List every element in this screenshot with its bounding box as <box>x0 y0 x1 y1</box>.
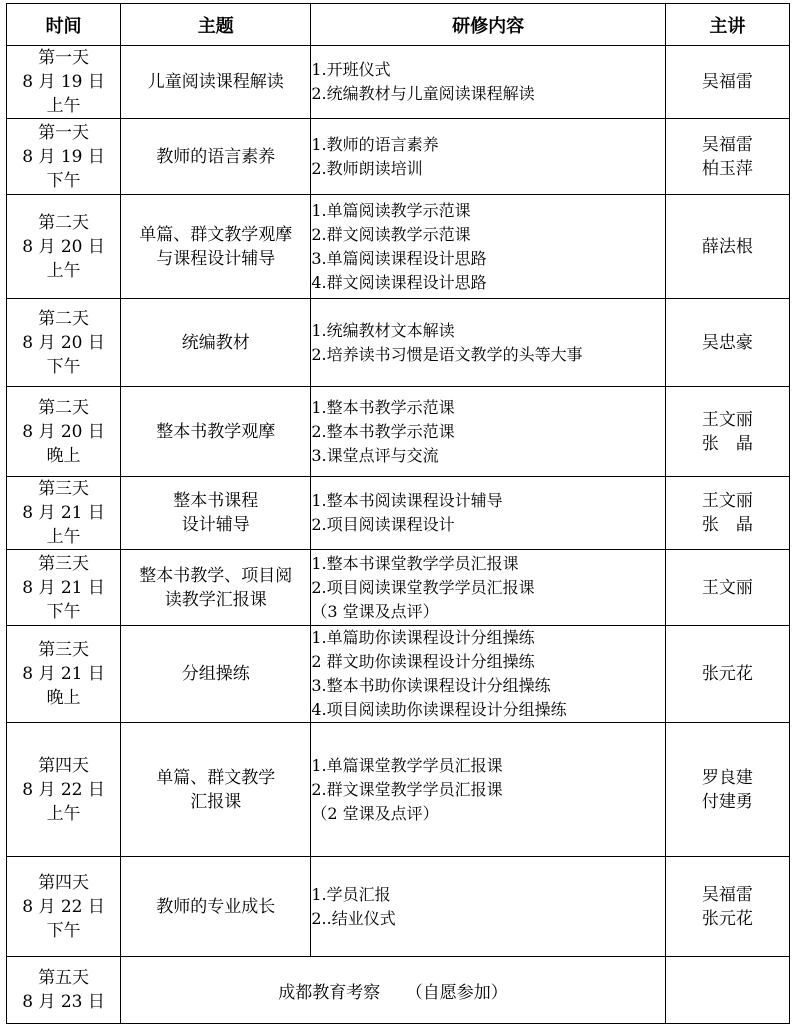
time-cell-line: 下午 <box>46 920 81 941</box>
header-time: 时间 <box>7 4 121 46</box>
topic-cell-line: 整本书教学观摩 <box>156 421 276 442</box>
schedule-table <box>6 3 790 1024</box>
content-cell-line: 1.教师的语言素养 <box>311 134 439 154</box>
topic-cell-line: 整本书教学、项目阅 <box>139 565 293 586</box>
topic-cell-line: 读教学汇报课 <box>164 589 267 610</box>
content-cell-line: 1.学员汇报 <box>311 884 391 904</box>
time-cell <box>7 550 121 626</box>
time-cell-line: 下午 <box>46 170 81 191</box>
speaker-cell <box>665 477 789 550</box>
speaker-cell-line: 王文丽 <box>701 577 753 598</box>
speaker-cell <box>665 299 789 387</box>
speaker-cell <box>665 723 789 857</box>
content-cell-line: 2..结业仪式 <box>311 908 396 928</box>
time-cell-line: 上午 <box>46 260 81 281</box>
content-cell <box>311 299 665 387</box>
content-cell-line: 1.整本书课堂教学学员汇报课 <box>311 553 519 573</box>
time-cell-line: 上午 <box>46 527 81 547</box>
time-cell <box>7 119 121 195</box>
time-cell-line: 8 月 19 日 <box>22 146 105 167</box>
table-row <box>7 46 790 119</box>
speaker-cell-line: 薛法根 <box>701 236 753 257</box>
header-topic: 主题 <box>121 4 311 46</box>
topic-cell <box>121 723 311 857</box>
speaker-cell-line: 张 晶 <box>701 433 753 454</box>
table-row <box>7 550 790 626</box>
speaker-cell-line: 吴忠豪 <box>701 332 753 353</box>
time-cell-line: 8 月 21 日 <box>22 664 105 684</box>
content-cell <box>311 723 665 857</box>
content-cell-line: 2.整本书教学示范课 <box>311 421 455 441</box>
content-cell-line: 1.开班仪式 <box>311 60 391 79</box>
topic-cell <box>121 857 311 957</box>
content-cell <box>311 626 665 723</box>
time-cell-line: 8 月 19 日 <box>22 72 105 92</box>
content-cell-line: 1.单篇课堂教学学员汇报课 <box>311 755 503 775</box>
time-cell-line: 第三天 <box>38 640 90 660</box>
content-cell <box>311 119 665 195</box>
time-cell <box>7 957 121 1024</box>
table-row <box>7 723 790 857</box>
topic-cell <box>121 477 311 550</box>
speaker-cell-line: 吴福雷 <box>701 884 753 905</box>
header-row <box>7 4 790 46</box>
time-cell-line: 第四天 <box>38 872 90 893</box>
content-cell <box>311 46 665 119</box>
content-cell-line: 2.项目阅读课堂教学学员汇报课 <box>311 577 535 597</box>
content-cell-line: 1.单篇阅读教学示范课 <box>311 200 471 220</box>
topic-cell-line: 分组操练 <box>181 664 250 684</box>
time-cell-line: 8 月 22 日 <box>22 779 105 800</box>
time-cell-line: 下午 <box>46 356 81 377</box>
time-cell-line: 第二天 <box>38 308 90 329</box>
content-cell-line: 2.培养读书习惯是语文教学的头等大事 <box>311 344 583 364</box>
topic-cell-line: 统编教材 <box>181 332 250 353</box>
time-cell <box>7 387 121 477</box>
topic-cell-line: 单篇、群文教学 <box>156 767 276 788</box>
speaker-cell-line: 柏玉萍 <box>701 158 753 179</box>
table-row <box>7 477 790 550</box>
topic-cell <box>121 46 311 119</box>
time-cell <box>7 723 121 857</box>
table-row <box>7 299 790 387</box>
content-cell <box>311 477 665 550</box>
content-cell-line: 3.课堂点评与交流 <box>311 445 439 465</box>
content-cell-line: 2.统编教材与儿童阅读课程解读 <box>311 84 535 103</box>
speaker-cell <box>665 387 789 477</box>
topic-cell-line: 汇报课 <box>190 791 242 812</box>
content-cell-line: （3 堂课及点评） <box>311 601 439 621</box>
content-cell-line: 4.项目阅读助你读课程设计分组操练 <box>311 700 567 719</box>
table-row <box>7 857 790 957</box>
topic-cell-line: 儿童阅读课程解读 <box>147 72 284 92</box>
content-cell-line: 2.教师朗读培训 <box>311 158 423 178</box>
topic-cell <box>121 195 311 299</box>
speaker-cell <box>665 119 789 195</box>
time-cell <box>7 195 121 299</box>
time-cell <box>7 857 121 957</box>
topic-cell <box>121 299 311 387</box>
content-cell-line: 4.群文阅读课程设计思路 <box>311 272 487 292</box>
time-cell-line: 8 月 21 日 <box>22 577 105 598</box>
speaker-cell-line: 王文丽 <box>701 409 753 430</box>
speaker-cell <box>665 195 789 299</box>
content-cell-line: 3.单篇阅读课程设计思路 <box>311 248 487 268</box>
time-cell-line: 8 月 21 日 <box>22 503 105 523</box>
speaker-cell-line: 吴福雷 <box>701 134 753 155</box>
topic-cell-line: 整本书课程 <box>173 491 259 511</box>
time-cell <box>7 477 121 550</box>
topic-cell-line: 设计辅导 <box>181 515 250 535</box>
speaker-cell-line: 付建勇 <box>701 791 753 812</box>
speaker-cell-line: 罗良建 <box>701 767 753 788</box>
merged-activity-cell: 成都教育考察 （自愿参加） <box>121 957 666 1024</box>
content-cell-line: 1.整本书教学示范课 <box>311 397 455 417</box>
speaker-cell <box>665 550 789 626</box>
speaker-cell-line: 张元花 <box>701 664 753 684</box>
topic-cell-line: 单篇、群文教学观摩 <box>139 224 293 245</box>
topic-cell-line: 教师的语言素养 <box>156 146 276 167</box>
time-cell-line: 第二天 <box>38 397 90 418</box>
time-cell-line: 8 月 20 日 <box>22 236 105 257</box>
time-cell-line: 上午 <box>46 803 81 824</box>
speaker-cell <box>665 46 789 119</box>
time-cell-line: 上午 <box>46 96 81 116</box>
content-cell <box>311 195 665 299</box>
content-cell-line: 1.整本书阅读课程设计辅导 <box>311 491 503 510</box>
speaker-cell <box>665 957 789 1024</box>
time-cell <box>7 299 121 387</box>
time-cell <box>7 46 121 119</box>
schedule-body <box>7 46 790 1024</box>
speaker-cell-line: 吴福雷 <box>701 72 753 92</box>
time-cell-line: 8 月 20 日 <box>22 421 105 442</box>
speaker-cell-line: 王文丽 <box>701 491 753 511</box>
speaker-cell <box>665 626 789 723</box>
time-cell-line: 8 月 22 日 <box>22 896 105 917</box>
header-content: 研修内容 <box>311 4 665 46</box>
content-cell-line: 2.群文阅读教学示范课 <box>311 224 471 244</box>
topic-cell <box>121 626 311 723</box>
topic-cell-line: 与课程设计辅导 <box>156 248 276 269</box>
speaker-cell <box>665 857 789 957</box>
topic-cell <box>121 119 311 195</box>
time-cell-line: 下午 <box>46 601 81 622</box>
time-cell-line: 第一天 <box>38 48 90 68</box>
content-cell <box>311 387 665 477</box>
topic-cell <box>121 387 311 477</box>
table-row <box>7 387 790 477</box>
header-speaker: 主讲 <box>665 4 789 46</box>
content-cell-line: 2 群文助你读课程设计分组操练 <box>311 652 535 671</box>
time-cell-line: 第五天 <box>38 968 90 988</box>
content-cell <box>311 857 665 957</box>
table-row <box>7 195 790 299</box>
table-row <box>7 119 790 195</box>
time-cell-line: 8 月 20 日 <box>22 332 105 353</box>
table-row <box>7 626 790 723</box>
time-cell-line: 8 月 23 日 <box>22 992 105 1012</box>
time-cell <box>7 626 121 723</box>
content-cell-line: 1.单篇助你读课程设计分组操练 <box>311 628 535 647</box>
time-cell-line: 晚上 <box>46 445 81 466</box>
content-cell <box>311 550 665 626</box>
content-cell-line: 3.整本书助你读课程设计分组操练 <box>311 676 551 695</box>
time-cell-line: 第四天 <box>38 755 90 776</box>
speaker-cell-line: 张 晶 <box>701 515 753 535</box>
topic-cell-line: 教师的专业成长 <box>156 896 276 917</box>
time-cell-line: 第三天 <box>38 553 90 574</box>
time-cell-line: 晚上 <box>46 688 81 708</box>
content-cell-line: 2.项目阅读课程设计 <box>311 515 455 534</box>
content-cell-line: 2.群文课堂教学学员汇报课 <box>311 779 503 799</box>
content-cell-line: 1.统编教材文本解读 <box>311 320 455 340</box>
time-cell-line: 第三天 <box>38 479 90 499</box>
time-cell-line: 第二天 <box>38 212 90 233</box>
time-cell-line: 第一天 <box>38 122 90 143</box>
content-cell-line: （2 堂课及点评） <box>311 803 439 823</box>
table-row-final <box>7 957 790 1024</box>
topic-cell <box>121 550 311 626</box>
speaker-cell-line: 张元花 <box>701 908 753 929</box>
